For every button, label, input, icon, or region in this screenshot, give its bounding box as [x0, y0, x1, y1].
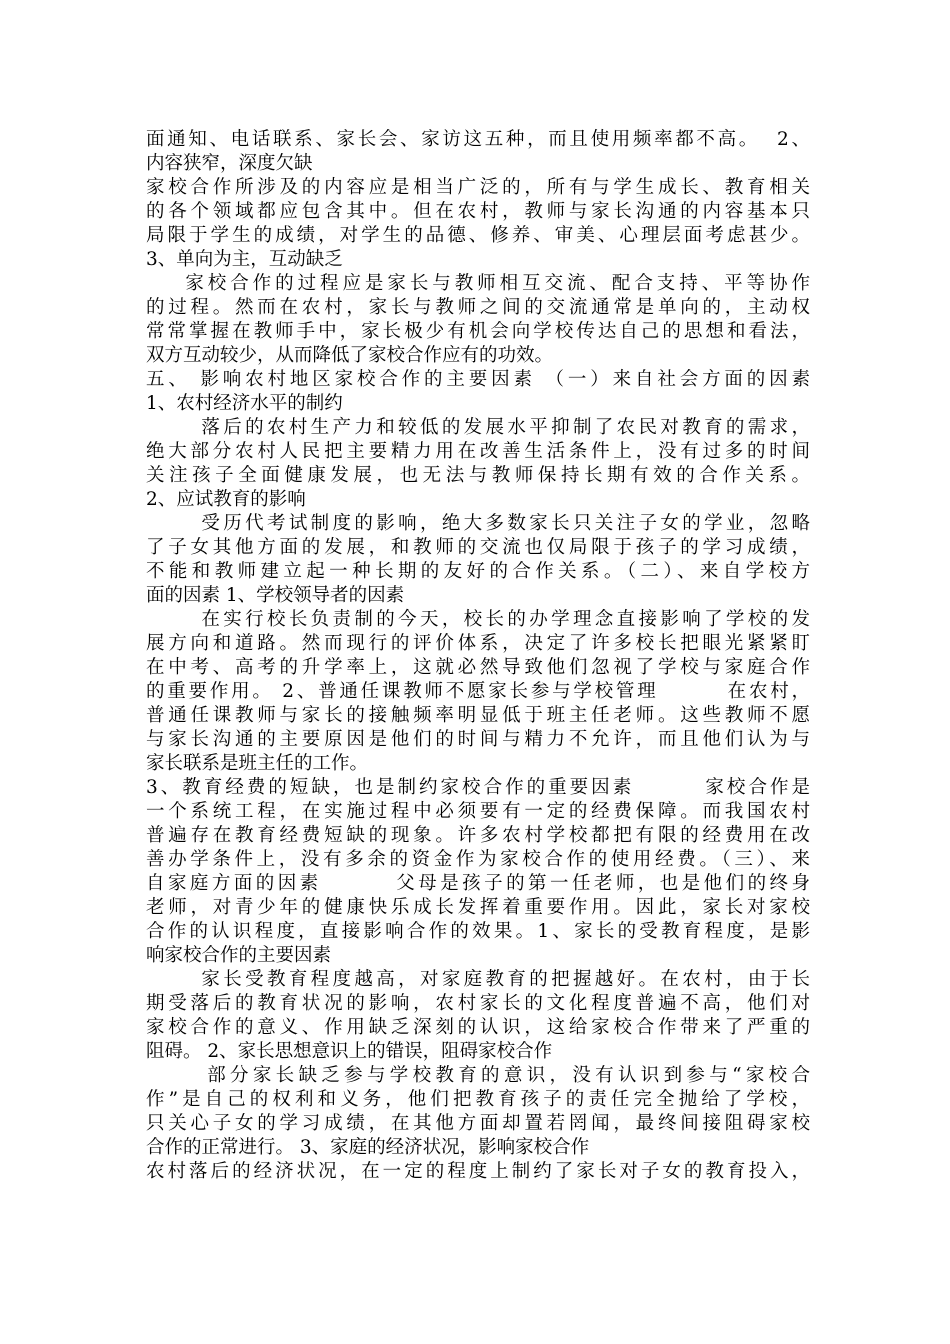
text-line: 关注孩子全面健康发展，也无法与教师保持长期有效的合作关系。 — [146, 465, 810, 486]
text-line: 部分家长缺乏参与学校教育的意识，没有认识到参与“家校合 — [146, 1065, 810, 1086]
text-line: 普通任课教师与家长的接触频率明显低于班主任老师。这些教师不愿 — [146, 705, 810, 726]
text-line: 的过程。然而在农村，家长与教师之间的交流通常是单向的，主动权 — [146, 297, 810, 318]
text-line: 1、农村经济水平的制约 — [146, 393, 343, 414]
text-line: 双方互动较少，从而降低了家校合作应有的功效。 — [146, 345, 554, 366]
text-line: 响家校合作的主要因素 — [146, 945, 332, 966]
text-line: 的重要作用。 2、普通任课教师不愿家长参与学校管理 在农村， — [146, 681, 810, 702]
text-line: 2、应试教育的影响 — [146, 489, 306, 510]
text-line: 内容狭窄，深度欠缺 — [146, 153, 313, 174]
text-line: 在实行校长负责制的今天，校长的办学理念直接影响了学校的发 — [146, 609, 810, 630]
text-line: 期受落后的教育状况的影响，农村家长的文化程度普遍不高，他们对 — [146, 993, 810, 1014]
text-line: 阻碍。 2、家长思想意识上的错误，阻碍家校合作 — [146, 1041, 553, 1062]
text-line: 家校合作所涉及的内容应是相当广泛的，所有与学生成长、教育相关 — [146, 177, 810, 198]
text-line: 与家长沟通的主要原因是他们的时间与精力不允许，而且他们认为与 — [146, 729, 810, 750]
text-line: 面的因素 1、学校领导者的因素 — [146, 585, 405, 606]
text-line: 善办学条件上，没有多余的资金作为家校合作的使用经费。（三）、来 — [146, 849, 810, 870]
text-line: 一个系统工程，在实施过程中必须要有一定的经费保障。而我国农村 — [146, 801, 810, 822]
text-line: 常常掌握在教师手中，家长极少有机会向学校传达自己的思想和看法， — [146, 321, 810, 342]
text-line: 只关心子女的学习成绩，在其他方面却置若罔闻，最终间接阻碍家校 — [146, 1113, 810, 1134]
text-line: 农村落后的经济状况，在一定的程度上制约了家长对子女的教育投入， — [146, 1161, 810, 1182]
text-line: 合作的认识程度，直接影响合作的效果。1、家长的受教育程度，是影 — [146, 921, 810, 942]
text-line: 不能和教师建立起一种长期的友好的合作关系。（二）、来自学校方 — [146, 561, 810, 582]
text-line: 展方向和道路。然而现行的评价体系，决定了许多校长把眼光紧紧盯 — [146, 633, 810, 654]
text-line: 合作的正常进行。 3、家庭的经济状况，影响家校合作 — [146, 1137, 590, 1158]
text-line: 绝大部分农村人民把主要精力用在改善生活条件上，没有过多的时间 — [146, 441, 810, 462]
text-line: 局限于学生的成绩，对学生的品德、修养、审美、心理层面考虑甚少。 — [146, 225, 810, 246]
text-line: 家校合作的意义、作用缺乏深刻的认识，这给家校合作带来了严重的 — [146, 1017, 810, 1038]
text-line: 家长联系是班主任的工作。 — [146, 753, 369, 774]
text-line: 家长受教育程度越高，对家庭教育的把握越好。在农村，由于长 — [146, 969, 810, 990]
text-line: 在中考、高考的升学率上，这就必然导致他们忽视了学校与家庭合作 — [146, 657, 810, 678]
text-line: 普遍存在教育经费短缺的现象。许多农村学校都把有限的经费用在改 — [146, 825, 810, 846]
text-line: 五、 影响农村地区家校合作的主要因素 （一）来自社会方面的因素 — [146, 369, 810, 390]
text-line: 落后的农村生产力和较低的发展水平抑制了农民对教育的需求， — [146, 417, 810, 438]
text-line: 作”是自己的权利和义务，他们把教育孩子的责任完全抛给了学校， — [146, 1089, 810, 1110]
text-line: 受历代考试制度的影响，绝大多数家长只关注子女的学业，忽略 — [146, 513, 810, 534]
text-line: 的各个领域都应包含其中。但在农村，教师与家长沟通的内容基本只 — [146, 201, 810, 222]
text-line: 3、单向为主，互动缺乏 — [146, 249, 343, 270]
text-line: 老师，对青少年的健康快乐成长发挥着重要作用。因此，家长对家校 — [146, 897, 810, 918]
text-line: 自家庭方面的因素 父母是孩子的第一任老师，也是他们的终身 — [146, 873, 810, 894]
text-line: 了子女其他方面的发展，和教师的交流也仅局限于孩子的学习成绩， — [146, 537, 810, 558]
text-line: 3、教育经费的短缺，也是制约家校合作的重要因素 家校合作是 — [146, 777, 810, 798]
text-line: 面通知、电话联系、家长会、家访这五种，而且使用频率都不高。 2、 — [146, 129, 810, 150]
document-page — [146, 128, 810, 1184]
text-line: 家校合作的过程应是家长与教师相互交流、配合支持、平等协作 — [146, 273, 810, 294]
